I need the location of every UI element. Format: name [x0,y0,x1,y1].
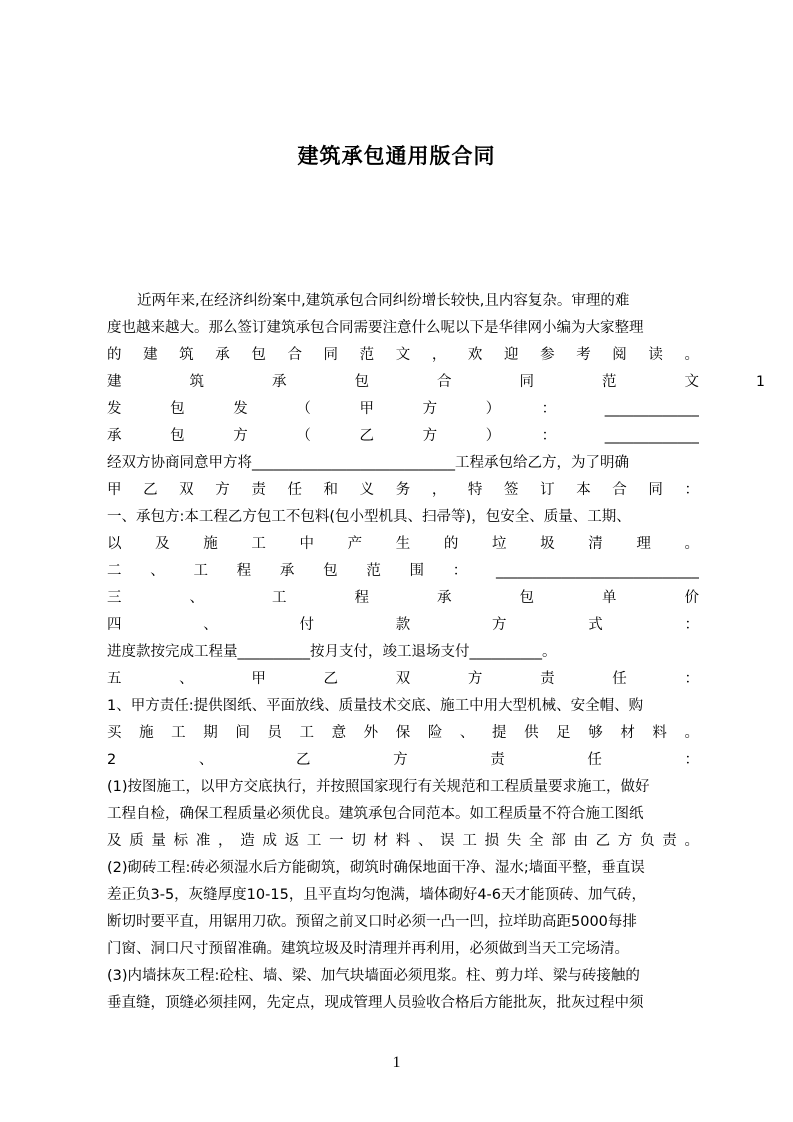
text-line: 度也越来越大。那么签订建筑承包合同需要注意什么呢以下是华律网小编为大家整理 [107,320,644,336]
page-number: 1 [392,1054,401,1071]
text-line: 经双方协商同意甲方将____________________________工程承包给乙方，为了明确 [107,455,629,471]
document-title: 建筑承包通用版合同 [297,144,496,168]
text-line: 断切时要平直，用锯用刀砍。预留之前叉口时必须一凸一凹，拉垟助高距5000每排 [107,914,637,930]
text-line: (2)砌砖工程:砖必须湿水后方能砌筑，砌筑时确保地面干净、湿水;墙面平整，垂直误 [107,860,645,876]
text-line: 四、付款方式： [107,617,699,633]
text-line: 近两年来,在经济纠纷案中,建筑承包合同纠纷增长较快,且内容复杂。审理的难 [137,293,630,309]
text-line: 门窗、洞口尺寸预留准确。建筑垃圾及时清理并再利用，必须做到当天工完场清。 [107,941,629,957]
text-line: 三、工程承包单价 [107,590,699,606]
text-line: 买施工期间员工意外保险、提供足够材料。 [107,725,699,741]
margin-number: 1 [756,374,765,390]
text-line: 一、承包方:本工程乙方包工不包料(包小型机具、扫帚等)，包安全、质量、工期、 [107,509,631,525]
text-line: 2、乙方责任： [107,752,699,768]
text-line: 的建筑承包合同范文，欢迎参考阅读。 [107,347,699,363]
text-line: 承包方（乙方）：_____________ [107,428,699,444]
text-line: (1)按图施工，以甲方交底执行，并按照国家现行有关规范和工程质量要求施工，做好 [107,779,650,795]
text-line: (3)内墙抹灰工程:砼柱、墙、梁、加气块墙面必须甩浆。柱、剪力垟、梁与砖接触的 [107,968,640,984]
text-line: 进度款按完成工程量__________按月支付，竣工退场支付__________。 [107,644,557,660]
text-line: 1、甲方责任:提供图纸、平面放线、质量技术交底、施工中用大型机械、安全帽、购 [107,698,644,714]
text-line: 以及施工中产生的垃圾清理。 [107,536,699,552]
text-line: 五、甲乙双方责任： [107,671,699,687]
text-line: 建筑承包合同范文 [107,374,699,390]
text-line: 垂直缝，顶缝必须挂网，先定点，现成管理人员验收合格后方能批灰，批灰过程中须 [107,995,644,1011]
text-line: 工程自检，确保工程质量必须优良。建筑承包合同范本。如工程质量不符合施工图纸 [107,806,644,822]
text-line: 二、工程承包范围：____________________________ [107,563,699,579]
text-line: 差正负3-5，灰缝厚度10-15，且平直均匀饱满，墙体砌好4-6天才能顶砖、加气砖， [107,887,646,903]
text-line: 发包发（甲方）：_____________ [107,401,699,417]
text-line: 及质量标准，造成返工一切材料、误工损失全部由乙方负责。 [107,833,699,849]
contract-body [107,288,699,1017]
text-line: 甲乙双方责任和义务，特签订本合同： [107,482,699,498]
